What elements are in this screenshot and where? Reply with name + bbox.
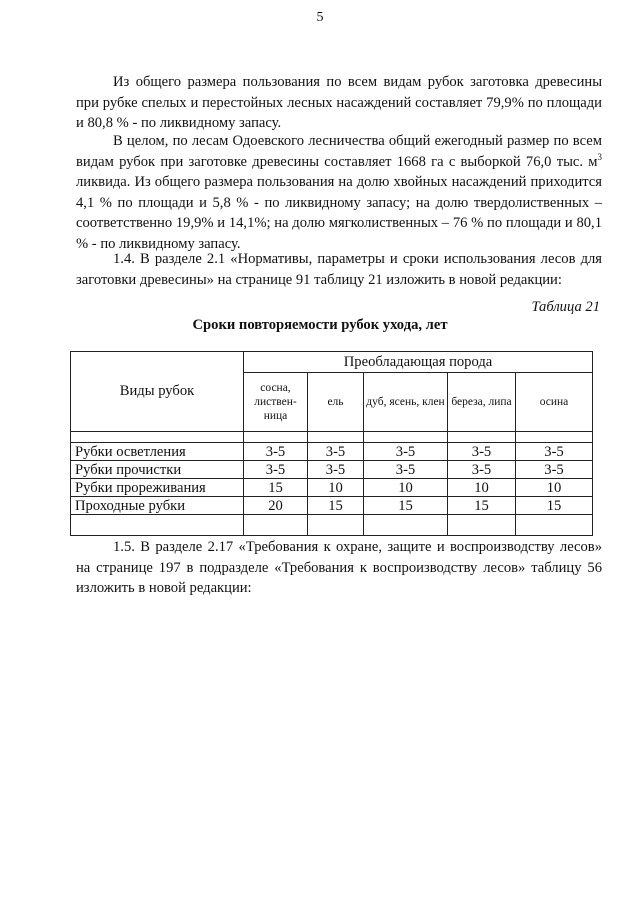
header-oak-ash-maple: дуб, ясень, клен <box>364 373 448 432</box>
table-caption: Таблица 21 <box>531 299 600 315</box>
table-cell: 3-5 <box>516 461 593 479</box>
table-cell: 10 <box>308 479 364 497</box>
cubic-superscript: 3 <box>597 151 602 162</box>
header-pine-larch: сосна, листвен-ница <box>244 373 308 432</box>
table-header-row <box>71 352 593 373</box>
table-cell: 3-5 <box>364 443 448 461</box>
table-cell: 3-5 <box>448 443 516 461</box>
table-cell: 3-5 <box>516 443 593 461</box>
table-row <box>71 479 593 497</box>
paragraph-harvest-share: Из общего размера пользования по всем видам рубок заготовка древесины при рубке спелых и перестойных лесных насаждений составляет 79,9% по площади и 80,8 % - по ликвидному запасу. <box>76 74 602 132</box>
thinning-intervals-table <box>70 351 593 536</box>
table-cell: 3-5 <box>448 461 516 479</box>
header-birch-linden: береза, липа <box>448 373 516 432</box>
row-label: Проходные рубки <box>71 497 244 515</box>
header-spruce: ель <box>308 373 364 432</box>
table-empty-row <box>71 515 593 536</box>
table-cell: 15 <box>244 479 308 497</box>
table-cell: 3-5 <box>364 461 448 479</box>
table-cell: 10 <box>448 479 516 497</box>
paragraph-forestry-total-part2: ликвида. Из общего размера пользования на долю хвойных насаждений приходится 4,1 % по площади и 5,8 % - по ликвидному запасу; на долю твердолиственных – соответственно 19,9% и 14,1%; на долю мягколиственных – 76 % по площади и 80,1 % - по ликвидному запасу. <box>76 174 602 252</box>
table-cell: 3-5 <box>308 443 364 461</box>
table-row <box>71 497 593 515</box>
table-cell: 15 <box>516 497 593 515</box>
table-cell: 3-5 <box>244 443 308 461</box>
table-cell: 3-5 <box>244 461 308 479</box>
table-cell: 15 <box>308 497 364 515</box>
table-cell: 20 <box>244 497 308 515</box>
paragraph-forestry-total <box>76 131 602 255</box>
table-row <box>71 443 593 461</box>
header-aspen: осина <box>516 373 593 432</box>
row-label: Рубки осветления <box>71 443 244 461</box>
paragraph-section-2-1: 1.4. В разделе 2.1 «Нормативы, параметры и сроки использования лесов для заготовки древесины» на странице 91 таблицу 21 изложить в новой редакции: <box>76 251 602 288</box>
row-label: Рубки прореживания <box>71 479 244 497</box>
paragraph-forestry-total-part1: В целом, по лесам Одоевского лесничества общий ежегодный размер по всем видам рубок при заготовке древесины составляет 1668 га с выборкой 76,0 тыс. м <box>76 133 602 170</box>
table-cell: 15 <box>448 497 516 515</box>
table-title: Сроки повторяемости рубок ухода, лет <box>192 317 448 333</box>
table-cell: 15 <box>364 497 448 515</box>
table-cell: 10 <box>516 479 593 497</box>
table-spacer-row <box>71 432 593 443</box>
header-species-group: Преобладающая порода <box>244 352 593 373</box>
table-row <box>71 461 593 479</box>
paragraph-section-2-17: 1.5. В разделе 2.17 «Требования к охране, защите и воспроизводству лесов» на странице 197 в подразделе «Требования к воспроизводству лесов» таблицу 56 изложить в новой редакции: <box>76 539 602 597</box>
table-cell: 3-5 <box>308 461 364 479</box>
row-label: Рубки прочистки <box>71 461 244 479</box>
header-kinds: Виды рубок <box>71 352 244 432</box>
table-cell: 10 <box>364 479 448 497</box>
page-number: 5 <box>316 10 324 25</box>
